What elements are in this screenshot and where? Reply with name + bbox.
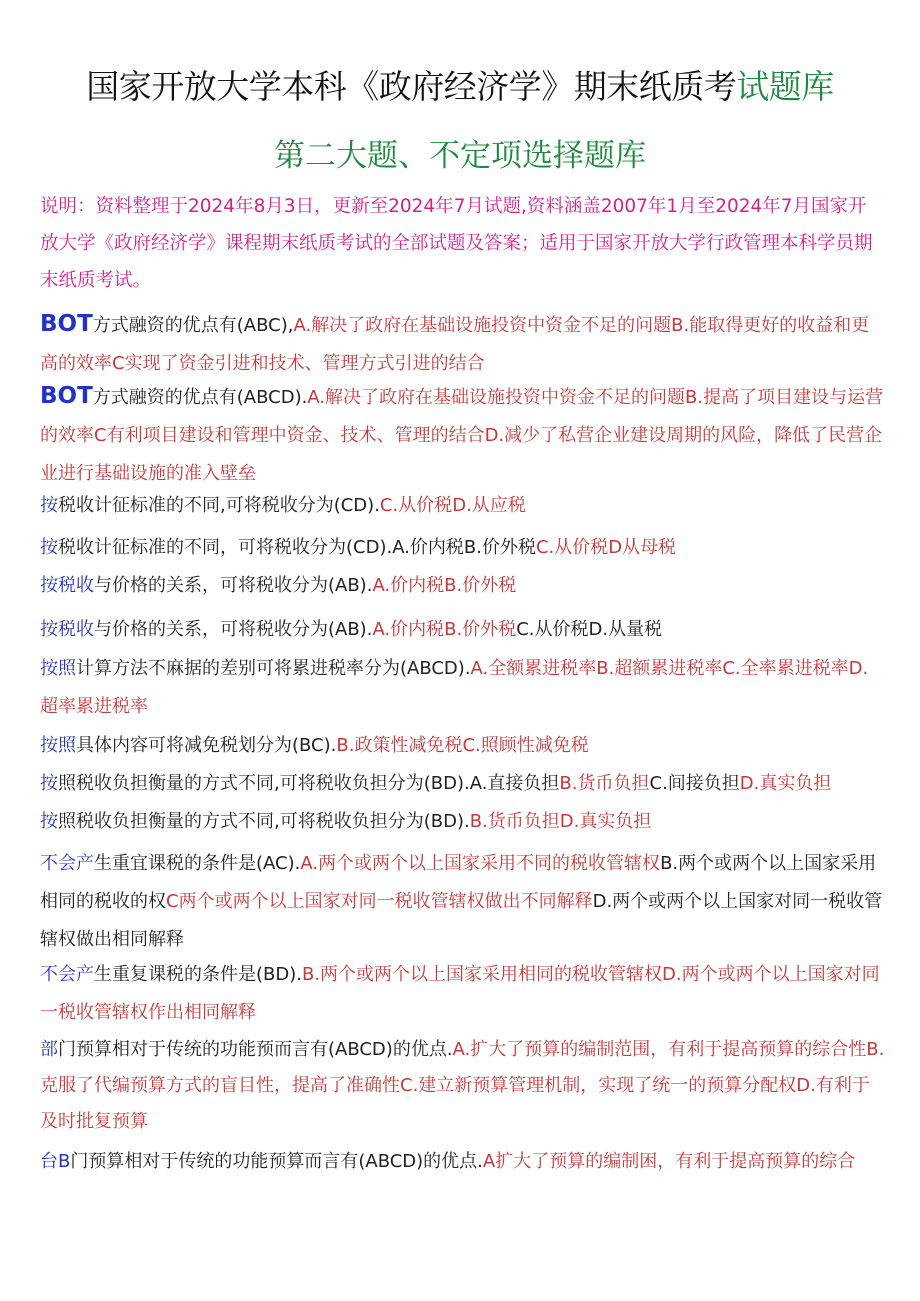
question-text: 照税收负担衡量的方式不同,可将税收负担分为(BD).: [58, 811, 470, 832]
question-item: [40, 766, 885, 802]
question-text: 与价格的关系，可将税收分为(AB).: [94, 619, 373, 640]
answer-text: A.价内税B.价外税: [372, 619, 517, 640]
question-item: [40, 845, 885, 959]
question-item: [40, 728, 885, 764]
answer-text-2: D.真实负担: [739, 773, 832, 794]
question-prefix: BOT: [40, 311, 93, 337]
question-prefix: 按税收: [40, 575, 94, 596]
question-item: [40, 650, 885, 726]
question-item: [40, 377, 885, 493]
question-tail: C.间接负担: [649, 773, 740, 794]
title-main: 国家开放大学本科《政府经济学》期末纸质考: [86, 67, 737, 106]
answer-text: B.货币负担D.真实负担: [469, 811, 652, 832]
question-item: [40, 956, 885, 1032]
question-text: 生重复课税的条件是(BD).: [94, 964, 302, 985]
title-highlight: 试题库: [736, 67, 834, 106]
question-prefix: 按: [40, 537, 58, 558]
question-text: 方式融资的优点有(ABCD).: [92, 387, 308, 408]
question-prefix: 按照: [40, 735, 76, 756]
question-item: [40, 488, 885, 524]
answer-text: A.价内税B.价外税: [372, 575, 517, 596]
answer-text: B.政策性减免税C.照顾性减免税: [336, 735, 589, 756]
question-text: 具体内容可将减免税划分为(BC).: [76, 735, 337, 756]
answer-text: B.两个或两个以上国家采用相同的税收管辖权D.两个或两个以上国家对同一税收管辖权作出相同解释: [40, 964, 880, 1023]
section-subtitle: 第二大题、不定项选择题库: [274, 138, 646, 174]
question-prefix: 按: [40, 773, 58, 794]
question-text: 照税收负担衡量的方式不同,可将税收负担分为(BD).A.直接负担: [58, 773, 560, 794]
question-text: 税收计征标准的不同，可将税收分为(CD).A.价内税B.价外税: [58, 537, 536, 558]
question-prefix: 不会产: [40, 964, 94, 985]
answer-text: A.两个或两个以上国家采用不同的税收管辖权: [300, 853, 661, 874]
question-prefix: 按照: [40, 658, 76, 679]
question-text: 生重宜课税的条件是(AC).: [94, 853, 301, 874]
answer-text-2: C两个或两个以上国家对同一税收管辖权做出不同解释: [166, 891, 593, 912]
question-prefix: 台B: [40, 1151, 71, 1172]
question-prefix: 按: [40, 811, 58, 832]
answer-text: A.全额累进税率B.超额累进税率C.全率累进税率D.超率累进税率: [40, 658, 869, 717]
answer-text: A扩大了预算的编制困，有利于提高预算的综合: [482, 1151, 856, 1172]
answer-text: A.解决了政府在基础设施投资中资金不足的问题B.提高了项目建设与运营的效率C有利项目建设和管理中资金、技术、管理的结合D.减少了私营企业建设周期的风险，降低了民营企业进行基础设施的准入壁垒: [40, 387, 884, 484]
question-tail-2: D.两个或两个以上国家对同一税收管辖权做出相同解释: [40, 891, 883, 950]
question-item: [40, 612, 885, 648]
intro-note: 说明：资料整理于2024年8月3日，更新至2024年7月试题,资料涵盖2007年1月至2024年7月国家开放大学《政府经济学》课程期末纸质考试的全部试题及答案；适用于国家开放大学行政管理本科学员期末纸质考试。: [40, 196, 873, 291]
answer-text: B.货币负担: [559, 773, 650, 794]
page-title: [0, 62, 920, 112]
question-text: 计算方法不麻据的差别可将累进税率分为(ABCD).: [76, 658, 471, 679]
question-prefix: 按税收: [40, 619, 94, 640]
question-tail: C.从价税D.从量税: [516, 619, 663, 640]
question-tail: B.两个或两个以上国家采用相同的税收的权: [40, 853, 877, 912]
question-text: 税收计征标准的不同,可将税收分为(CD).: [58, 495, 380, 516]
question-prefix: 按: [40, 495, 58, 516]
question-item: [40, 1144, 885, 1180]
question-prefix: 不会产: [40, 853, 94, 874]
answer-text: A.扩大了预算的编制范围，有利于提高预算的综合性B.克服了代编预算方式的盲目性，提高了准确性C.建立新预算管理机制，实现了统一的预算分配权D.有利于及时批复预算: [40, 1039, 885, 1132]
question-prefix: BOT: [40, 383, 93, 409]
question-text: 方式融资的优点有(ABC),: [92, 315, 294, 336]
question-text: 门预算相对于传统的功能预而言有(ABCD)的优点.: [58, 1039, 453, 1060]
question-text: 与价格的关系，可将税收分为(AB).: [94, 575, 373, 596]
question-item: [40, 530, 885, 566]
answer-text: C.从价税D从母税: [535, 537, 677, 558]
question-item: [40, 568, 885, 604]
question-item: [40, 1032, 885, 1140]
question-prefix: 部: [40, 1039, 58, 1060]
question-item: [40, 305, 885, 383]
question-text: 门预算相对于传统的功能预算而言有(ABCD)的优点.: [70, 1151, 483, 1172]
answer-text: C.从价税D.从应税: [379, 495, 526, 516]
question-item: [40, 804, 885, 840]
answer-text: A.解决了政府在基础设施投资中资金不足的问题B.能取得更好的收益和更高的效率C实现了资金引进和技术、管理方式引进的结合: [40, 315, 870, 374]
